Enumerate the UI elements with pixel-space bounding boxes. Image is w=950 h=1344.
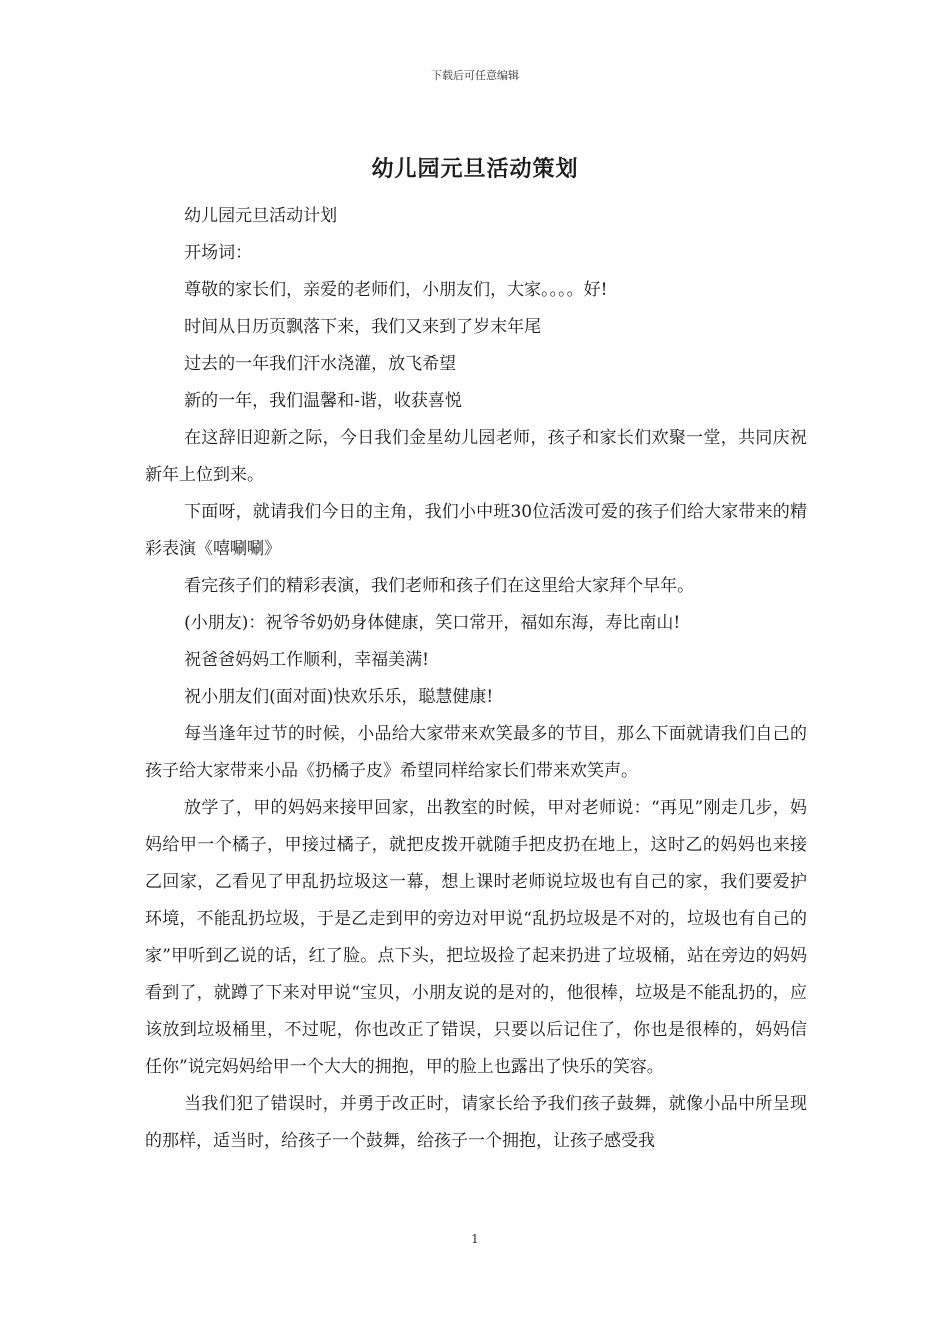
paragraph: 过去的一年我们汗水浇灌，放飞希望: [184, 354, 457, 374]
paragraph: 时间从日历页飘落下来，我们又来到了岁末年尾: [184, 317, 542, 337]
paragraph: 看完孩子们的精彩表演，我们老师和孩子们在这里给大家拜个早年。: [184, 576, 695, 596]
paragraph: 放学了，甲的妈妈来接甲回家，出教室的时候，甲对老师说：“再见”刚走几步，妈妈给甲一个橘子，甲接过橘子，就把皮拨开就随手把皮扔在地上，这时乙的妈妈也来接乙回家，乙看见了甲乱扔垃圾这一幕，想上课时老师说垃圾也有自己的家，我们要爱护环境，不能乱扔垃圾，于是乙走到甲的旁边对甲说“乱扔垃圾是不对的，垃圾也有自己的家”甲听到乙说的话，红了脸。点下头，把垃圾捡了起来扔进了垃圾桶，站在旁边的妈妈看到了，就蹲了下来对甲说“宝贝，小朋友说的是对的，他很棒，垃圾是不能乱扔的，应该放到垃圾桶里，不过呢，你也改正了错误，只要以后记住了，你也是很棒的，妈妈信任你”说完妈妈给甲一个大大的拥抱，甲的脸上也露出了快乐的笑容。: [145, 798, 807, 1077]
page-number: 1: [471, 1232, 479, 1246]
paragraph: 幼儿园元旦活动计划: [184, 206, 338, 226]
document-title: 幼儿园元旦活动策划: [371, 156, 579, 182]
paragraph: 开场词：: [184, 243, 253, 263]
paragraph: 当我们犯了错误时，并勇于改正时，请家长给予我们孩子鼓舞，就像小品中所呈现的那样，适当时，给孩子一个鼓舞，给孩子一个拥抱，让孩子感受我: [145, 1094, 807, 1151]
document-body: [145, 198, 807, 1160]
paragraph: 每当逢年过节的时候，小品给大家带来欢笑最多的节目，那么下面就请我们自己的孩子给大家带来小品《扔橘子皮》希望同样给家长们带来欢笑声。: [145, 724, 807, 781]
paragraph: 在这辞旧迎新之际，今日我们金星幼儿园老师，孩子和家长们欢聚一堂，共同庆祝新年上位到来。: [145, 428, 807, 485]
paragraph: 尊敬的家长们，亲爱的老师们，小朋友们，大家。。。。好!: [184, 280, 608, 300]
header-note: 下载后可任意编辑: [431, 69, 519, 82]
paragraph: 新的一年，我们温馨和-谐，收获喜悦: [184, 391, 462, 411]
paragraph: 祝小朋友们(面对面)快欢乐乐，聪慧健康!: [184, 687, 494, 707]
paragraph: 祝爸爸妈妈工作顺利，幸福美满!: [184, 650, 429, 670]
paragraph: (小朋友)：祝爷爷奶奶身体健康，笑口常开，福如东海，寿比南山!: [184, 613, 681, 633]
paragraph: 下面呀，就请我们今日的主角，我们小中班30位活泼可爱的孩子们给大家带来的精彩表演《嘻唰唰》: [145, 502, 807, 559]
